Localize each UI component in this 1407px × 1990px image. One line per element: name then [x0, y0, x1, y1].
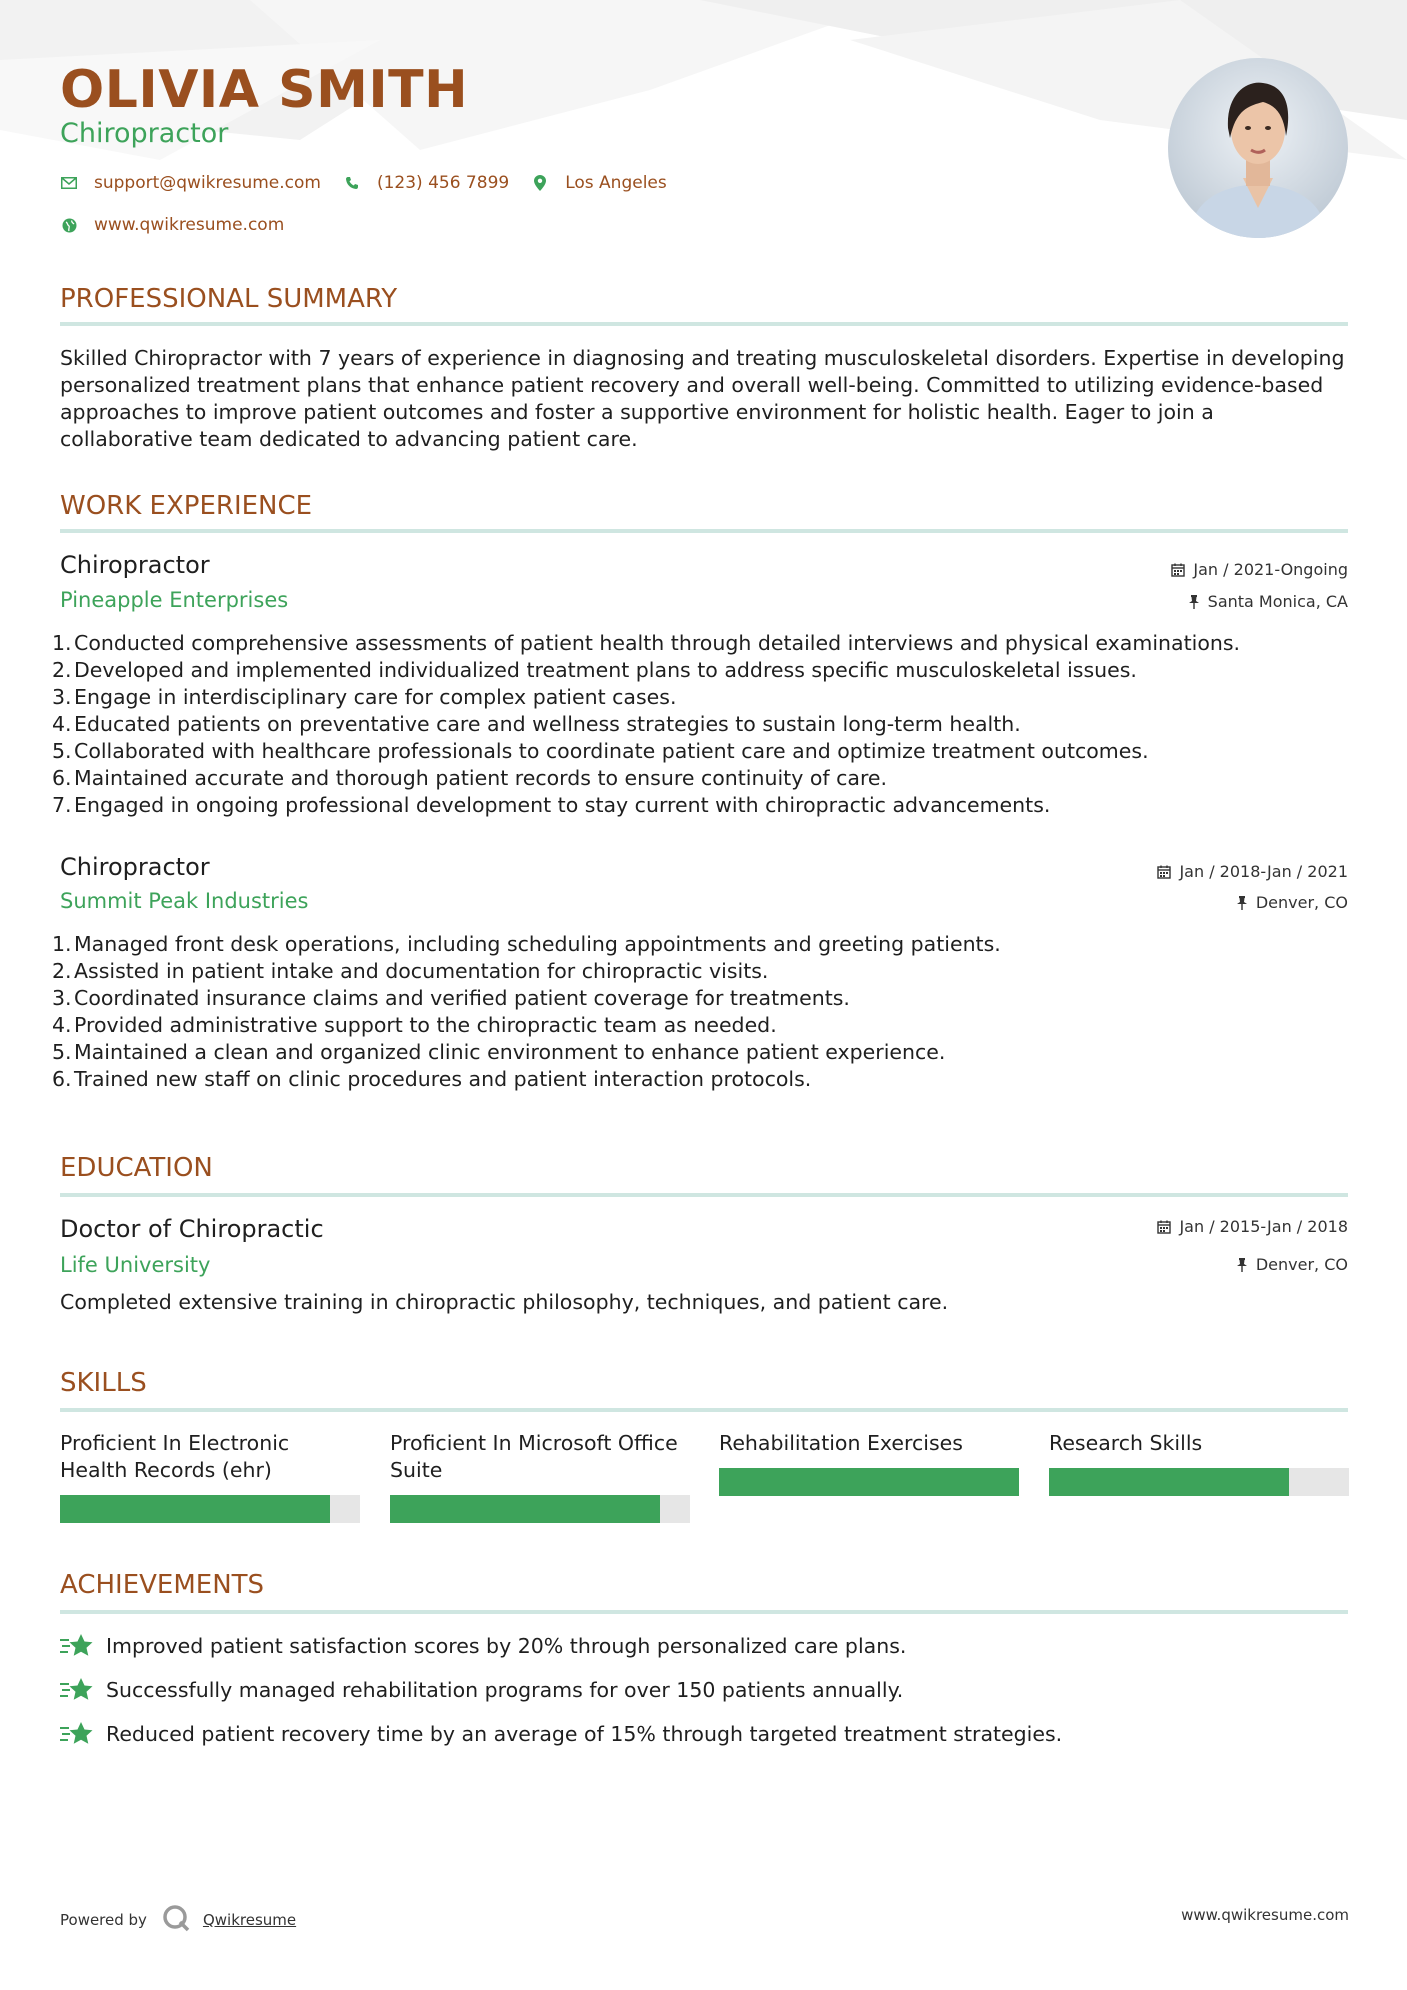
list-item [52, 1066, 1348, 1093]
education-rule [60, 1193, 1348, 1197]
footer-website[interactable]: www.qwikresume.com [1181, 1906, 1349, 1924]
education-location [1236, 1255, 1348, 1274]
job-1-bullets [52, 630, 1348, 819]
job-2-company: Summit Peak Industries [60, 889, 309, 913]
education-location-text: Denver, CO [1255, 1255, 1348, 1274]
list-number: 6. [52, 766, 72, 790]
list-item [52, 657, 1348, 684]
list-number: 1. [52, 932, 72, 956]
achievements-heading: ACHIEVEMENTS [60, 1570, 265, 1600]
calendar-icon [1157, 865, 1171, 879]
list-text: Conducted comprehensive assessments of patient health through detailed interviews and physical examinations. [74, 631, 1241, 655]
list-number: 1. [52, 631, 72, 655]
job-1-company: Pineapple Enterprises [60, 588, 289, 612]
list-item [52, 1012, 1348, 1039]
education-heading: EDUCATION [60, 1153, 213, 1183]
list-item [52, 711, 1348, 738]
list-number: 7. [52, 793, 72, 817]
contact-row-secondary [60, 215, 306, 235]
list-text: Engage in interdisciplinary care for complex patient cases. [74, 685, 677, 709]
job-1-title: Chiropractor [60, 551, 210, 579]
list-number: 3. [52, 986, 72, 1010]
skill-item [390, 1430, 690, 1484]
skill-bar-fill [719, 1468, 1019, 1496]
calendar-icon [1157, 1220, 1171, 1234]
pin-icon [1188, 595, 1200, 609]
map-marker-icon [531, 174, 549, 192]
list-text: Collaborated with healthcare professionals to coordinate patient care and optimize treatment outcomes. [74, 739, 1149, 763]
contact-email[interactable] [60, 173, 321, 193]
footer-powered-by [60, 1903, 296, 1937]
list-text: Maintained accurate and thorough patient records to ensure continuity of care. [74, 766, 888, 790]
education-school: Life University [60, 1253, 211, 1277]
contact-location [531, 173, 667, 193]
qwikresume-link[interactable]: Qwikresume [202, 1911, 297, 1929]
skills-heading: SKILLS [60, 1368, 147, 1398]
job-2-bullets [52, 931, 1348, 1093]
list-item [52, 684, 1348, 711]
skill-bar [60, 1495, 360, 1523]
list-text: Managed front desk operations, including scheduling appointments and greeting patients. [74, 932, 1001, 956]
contact-website[interactable] [60, 215, 284, 235]
list-text: Assisted in patient intake and documentation for chiropractic visits. [74, 959, 769, 983]
pin-icon [1236, 896, 1248, 910]
list-item [52, 738, 1348, 765]
education-dates [1157, 1217, 1348, 1236]
list-item [52, 792, 1348, 819]
qwikresume-logo-icon [161, 1903, 191, 1937]
list-number: 4. [52, 1013, 72, 1037]
list-number: 2. [52, 959, 72, 983]
candidate-role: Chiropractor [60, 118, 229, 149]
calendar-icon [1171, 563, 1185, 577]
list-item [52, 630, 1348, 657]
education-dates-text: Jan / 2015-Jan / 2018 [1179, 1217, 1348, 1236]
skill-name: Proficient In Electronic Health Records (ehr) [60, 1431, 290, 1482]
achievement-text: Improved patient satisfaction scores by 20% through personalized care plans. [106, 1634, 907, 1658]
list-item [52, 931, 1348, 958]
achievement-text: Reduced patient recovery time by an average of 15% through targeted treatment strategies. [106, 1722, 1063, 1746]
job-1-location [1188, 592, 1348, 611]
skill-bar-fill [1049, 1468, 1289, 1496]
job-1-dates-text: Jan / 2021-Ongoing [1193, 560, 1348, 579]
skill-name: Proficient In Microsoft Office Suite [390, 1431, 678, 1482]
job-1-dates [1171, 560, 1348, 579]
star-icon [60, 1675, 94, 1705]
location-text: Los Angeles [565, 173, 667, 193]
star-icon [60, 1719, 94, 1749]
achievement-item [60, 1631, 906, 1661]
globe-icon [60, 216, 78, 234]
contact-phone[interactable] [343, 173, 509, 193]
summary-heading: PROFESSIONAL SUMMARY [60, 284, 398, 314]
website-text: www.qwikresume.com [94, 215, 285, 235]
list-item [52, 765, 1348, 792]
experience-heading: WORK EXPERIENCE [60, 491, 313, 521]
skill-bar [1049, 1468, 1349, 1496]
list-number: 5. [52, 739, 72, 763]
candidate-name: OLIVIA SMITH [60, 60, 469, 120]
education-degree: Doctor of Chiropractic [60, 1215, 324, 1243]
list-text: Engaged in ongoing professional development to stay current with chiropractic advancements. [74, 793, 1051, 817]
star-icon [60, 1631, 94, 1661]
list-text: Coordinated insurance claims and verified patient coverage for treatments. [74, 986, 850, 1010]
skill-bar [719, 1468, 1019, 1496]
phone-text: (123) 456 7899 [376, 173, 510, 193]
summary-text: Skilled Chiropractor with 7 years of experience in diagnosing and treating musculoskeletal disorders. Expertise in developing personalized treatment plans that enhance patient recovery and overall well-being. Committed to utilizing evidence-based approaches to improve patient outcomes and foster a supportive environment for holistic health. Eager to join a collaborative team dedicated to advancing patient care. [60, 346, 1345, 451]
achievement-text: Successfully managed rehabilitation programs for over 150 patients annually. [106, 1678, 904, 1702]
skill-name: Rehabilitation Exercises [719, 1431, 963, 1455]
summary-rule [60, 322, 1348, 326]
skill-bar-fill [60, 1495, 330, 1523]
experience-rule [60, 529, 1348, 533]
list-number: 3. [52, 685, 72, 709]
achievement-item [60, 1719, 1062, 1749]
skill-item [719, 1430, 1019, 1457]
achievement-item [60, 1675, 903, 1705]
list-text: Maintained a clean and organized clinic environment to enhance patient experience. [74, 1040, 946, 1064]
skill-bar-fill [390, 1495, 660, 1523]
skills-rule [60, 1408, 1348, 1412]
skill-item [60, 1430, 360, 1484]
list-item [52, 985, 1348, 1012]
list-item [52, 958, 1348, 985]
profile-photo [1168, 58, 1348, 238]
job-2-dates [1157, 862, 1348, 881]
phone-icon [343, 174, 361, 192]
job-2-location [1236, 893, 1348, 912]
job-2-dates-text: Jan / 2018-Jan / 2021 [1179, 862, 1348, 881]
skill-bar [390, 1495, 690, 1523]
skill-name: Research Skills [1049, 1431, 1203, 1455]
list-number: 2. [52, 658, 72, 682]
list-text: Trained new staff on clinic procedures and patient interaction protocols. [74, 1067, 812, 1091]
job-2-location-text: Denver, CO [1255, 893, 1348, 912]
list-number: 4. [52, 712, 72, 736]
list-text: Developed and implemented individualized treatment plans to address specific musculoskeletal issues. [74, 658, 1137, 682]
skill-item [1049, 1430, 1349, 1457]
list-text: Provided administrative support to the chiropractic team as needed. [74, 1013, 777, 1037]
list-text: Educated patients on preventative care and wellness strategies to sustain long-term health. [74, 712, 1021, 736]
list-item [52, 1039, 1348, 1066]
pin-icon [1236, 1258, 1248, 1272]
contact-row-primary [60, 173, 689, 193]
list-number: 6. [52, 1067, 72, 1091]
education-description: Completed extensive training in chiropractic philosophy, techniques, and patient care. [60, 1290, 949, 1314]
envelope-icon [60, 174, 78, 192]
job-1-location-text: Santa Monica, CA [1207, 592, 1348, 611]
job-2-title: Chiropractor [60, 853, 210, 881]
achievements-rule [60, 1610, 1348, 1614]
email-text: support@qwikresume.com [94, 173, 321, 193]
powered-by-text: Powered by [60, 1911, 147, 1929]
list-number: 5. [52, 1040, 72, 1064]
